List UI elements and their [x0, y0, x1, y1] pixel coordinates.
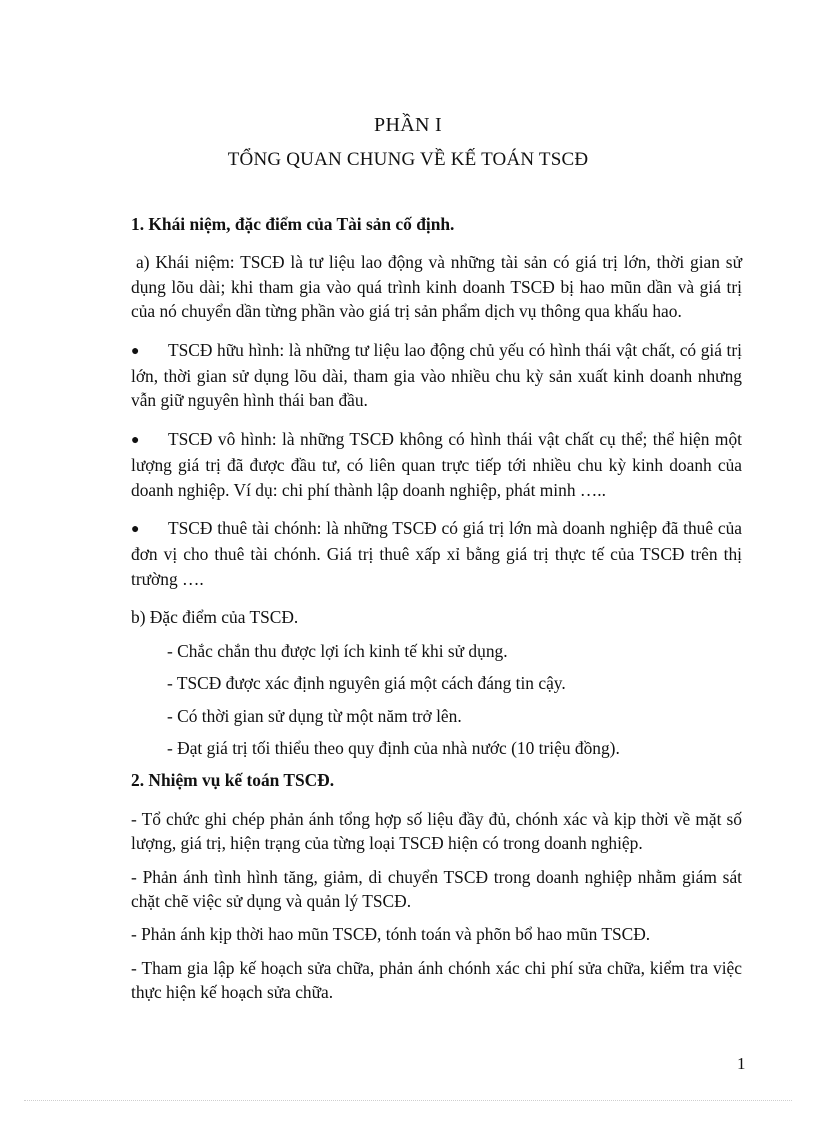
- bullet-text: TSCĐ thuê tài chónh: là những TSCĐ có giá trị lớn mà doanh nghiệp đã thuê của đơn vị cho thuê tài chónh. Giá trị thuê xấp xỉ bằng giá trị thực tế của TSCĐ trên thị trường ….: [131, 518, 742, 589]
- part-title: PHẦN I: [374, 114, 442, 136]
- task-item: - Phản ánh tình hình tăng, giảm, di chuyển TSCĐ trong doanh nghiệp nhằm giám sát chặt chẽ việc sử dụng và quản lý TSCĐ.: [131, 866, 742, 911]
- page-bottom-divider: [24, 1100, 792, 1101]
- feature-item: - TSCĐ được xác định nguyên giá một cách đáng tin cậy.: [167, 673, 566, 694]
- feature-item: - Đạt giá trị tối thiểu theo quy định của nhà nước (10 triệu đồng).: [167, 737, 620, 758]
- document-body: [131, 212, 742, 1014]
- section-1-heading: 1. Khái niệm, đặc điểm của Tài sản cố định.: [131, 214, 455, 234]
- feature-item: - Có thời gian sử dụng từ một năm trở lên.: [167, 705, 462, 726]
- bullet-item: [131, 338, 742, 413]
- bullet-item: [131, 427, 742, 502]
- bullet-icon: ●: [131, 522, 140, 538]
- bullet-text: TSCĐ hữu hình: là những tư liệu lao động chủ yếu có hình thái vật chất, có giá trị lớn, thời gian sử dụng lõu dài, tham gia vào nhiều chu kỳ sản xuất kinh doanh nhưng vẫn giữ nguyên hình thái ban đầu.: [131, 339, 742, 411]
- section-2-heading: 2. Nhiệm vụ kế toán TSCĐ.: [131, 770, 335, 791]
- bullet-item: [131, 516, 742, 591]
- feature-item: - Chắc chắn thu được lợi ích kinh tế khi sử dụng.: [167, 640, 508, 661]
- concept-paragraph: a) Khái niệm: TSCĐ là tư liệu lao động và những tài sản có giá trị lớn, thời gian sử dụng lõu dài; khi tham gia vào quá trình kinh doanh TSCĐ bị hao mũn dần và giá trị của nó chuyển dần từng phần vào giá trị sản phẩm dịch vụ thông qua khấu hao.: [131, 252, 742, 322]
- features-label: b) Đặc điểm của TSCĐ.: [131, 607, 299, 628]
- task-item: - Tổ chức ghi chép phản ánh tổng hợp số liệu đầy đủ, chónh xác và kịp thời về mặt số lượng, giá trị, hiện trạng của từng loại TSCĐ hiện có trong doanh nghiệp.: [131, 808, 742, 854]
- bullet-text: TSCĐ vô hình: là những TSCĐ không có hình thái vật chất cụ thể; thể hiện một lượng giá trị đã được đầu tư, có liên quan trực tiếp tới nhiều chu kỳ kinh doanh của doanh nghiệp. Ví dụ: chi phí thành lập doanh nghiệp, phát minh …..: [131, 428, 742, 500]
- part-subtitle: TỔNG QUAN CHUNG VỀ KẾ TOÁN TSCĐ: [227, 149, 589, 170]
- task-item: - Tham gia lập kế hoạch sửa chữa, phản ánh chónh xác chi phí sửa chữa, kiểm tra việc thực hiện kế hoạch sửa chữa.: [131, 957, 742, 1003]
- task-item: - Phản ánh kịp thời hao mũn TSCĐ, tónh toán và phõn bổ hao mũn TSCĐ.: [131, 924, 651, 945]
- bullet-icon: ●: [131, 343, 140, 359]
- bullet-icon: ●: [131, 432, 140, 448]
- page-number: 1: [737, 1054, 746, 1073]
